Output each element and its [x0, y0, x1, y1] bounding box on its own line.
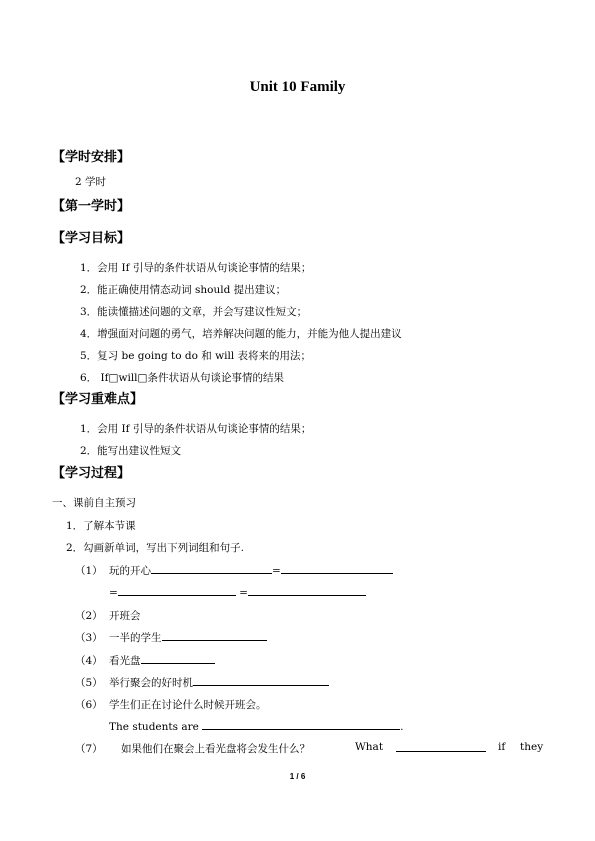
section-schedule: 【学时安排】 — [52, 150, 131, 165]
exercise-line: The students are . — [109, 721, 404, 733]
objective-item: 6． If□will□条件状语从句谈论事情的结果 — [80, 372, 284, 384]
answer-blank[interactable] — [141, 653, 215, 664]
answer-blank[interactable] — [162, 630, 267, 641]
answer-blank[interactable] — [118, 585, 236, 596]
objective-item: 2．能正确使用情态动词 should 提出建议； — [80, 284, 287, 296]
answer-blank[interactable] — [281, 563, 393, 574]
exercise-line — [109, 675, 329, 690]
section-key-points: 【学习重难点】 — [52, 392, 144, 407]
answer-blank[interactable] — [202, 719, 400, 730]
item-number: （2） — [75, 610, 103, 622]
answer-blank[interactable] — [151, 563, 272, 574]
item-number: （3） — [75, 632, 103, 644]
objective-item: 1．会用 If 引导的条件状语从句谈论事情的结果； — [80, 262, 312, 274]
item-text: 玩的开心 — [109, 565, 151, 577]
sentence-word: they — [520, 741, 544, 753]
page-number: 1 / 6 — [289, 772, 306, 781]
process-step2: 2．勾画新单词，写出下列词组和句子. — [66, 542, 245, 554]
section-first-period: 【第一学时】 — [52, 199, 131, 214]
objective-item: 5．复习 be going to do 和 will 表将来的用法； — [80, 350, 312, 362]
process-part1: 一、课前自主预习 — [52, 497, 136, 509]
item-number: （5） — [75, 677, 103, 689]
item-text: 学生们正在讨论什么时候开班会。 — [109, 699, 267, 711]
item-text: 一半的学生 — [109, 632, 162, 644]
sentence-word: if — [498, 741, 506, 753]
answer-blank[interactable] — [396, 741, 486, 752]
schedule-value: 2 学时 — [75, 176, 107, 188]
item-text: 开班会 — [109, 610, 141, 622]
item-text: 如果他们在聚会上看光盘将会发生什么？ — [121, 743, 310, 755]
item-number: （1） — [75, 565, 103, 577]
page-title: Unit 10 Family — [249, 79, 346, 95]
exercise-line — [109, 630, 267, 645]
exercise-line: = = — [109, 585, 366, 599]
process-step1: 1．了解本节课 — [66, 520, 136, 532]
objective-item: 3．能读懂描述问题的文章，并会写建议性短文； — [80, 306, 308, 318]
item-number: （4） — [75, 655, 103, 667]
item-number: （7） — [75, 743, 103, 755]
answer-blank[interactable] — [193, 675, 329, 686]
section-objectives: 【学习目标】 — [52, 231, 131, 246]
exercise-line — [396, 741, 486, 755]
answer-blank[interactable] — [248, 585, 366, 596]
key-point-item: 2．能写出建议性短文 — [80, 445, 182, 457]
sentence-start: The students are — [109, 721, 199, 733]
section-process: 【学习过程】 — [52, 466, 131, 481]
objective-item: 4．增强面对问题的勇气，培养解决问题的能力，并能为他人提出建议 — [80, 328, 402, 340]
exercise-line — [109, 653, 215, 668]
sentence-word: What — [355, 741, 384, 753]
item-text: 举行聚会的好时机 — [109, 677, 193, 689]
item-number: （6） — [75, 699, 103, 711]
item-text: 看光盘 — [109, 655, 141, 667]
exercise-line: 玩的开心 = — [109, 563, 393, 578]
key-point-item: 1．会用 If 引导的条件状语从句谈论事情的结果； — [80, 423, 312, 435]
